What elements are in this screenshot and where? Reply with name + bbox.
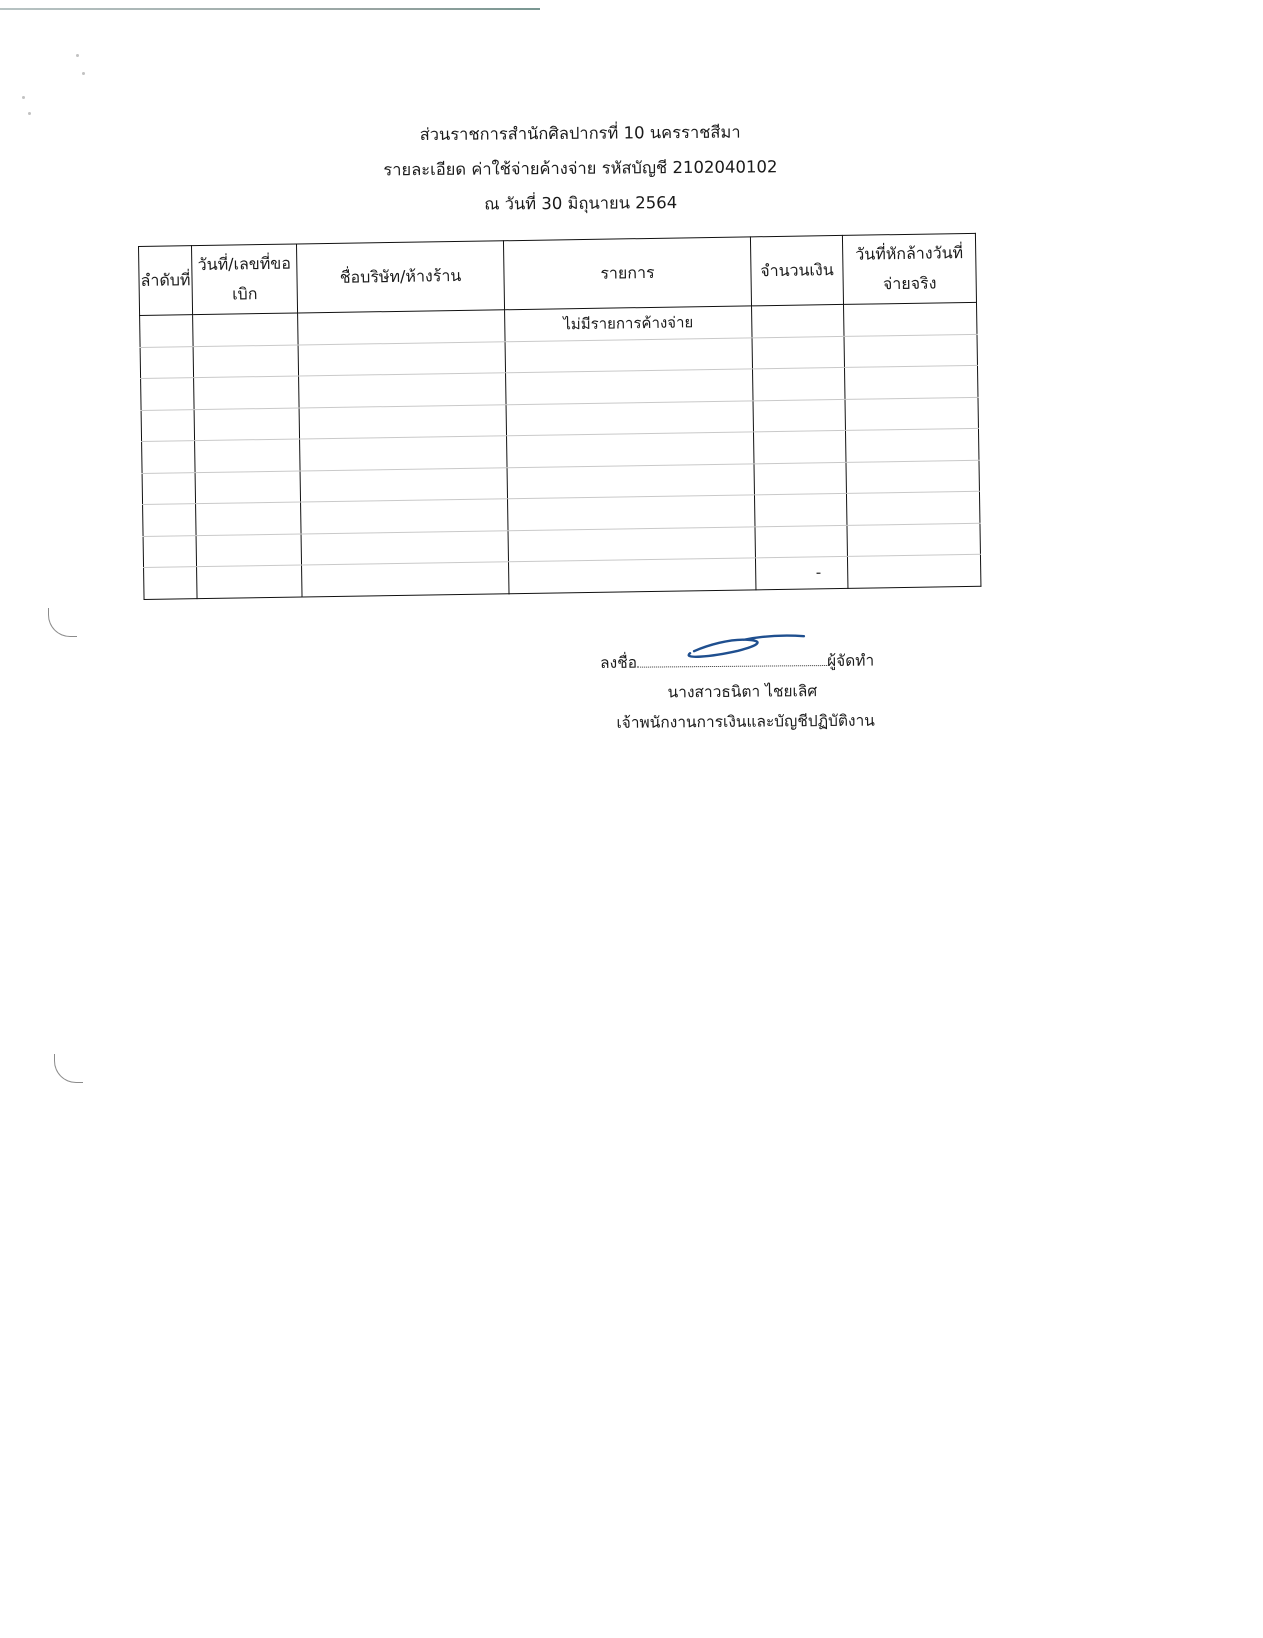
column-header-item: รายการ	[503, 237, 751, 310]
table-header-row	[139, 233, 977, 315]
sign-prefix-label: ลงชื่อ	[600, 653, 638, 672]
role-label: ผู้จัดทำ	[826, 651, 875, 671]
agency-title: ส่วนราชการสำนักศิลปากรที่ 10 นครราชสีมา	[419, 122, 741, 145]
column-header-seq: ลำดับที่	[139, 246, 193, 316]
cell	[298, 310, 505, 345]
column-header-company: ชื่อบริษัท/ห้างร้าน	[296, 241, 504, 313]
column-header-date-ref: วันที่/เลขที่ขอเบิก	[192, 244, 298, 315]
cell	[140, 315, 193, 347]
as-of-date: ณ วันที่ 30 มิถุนายน 2564	[484, 193, 678, 214]
punch-hole-mark	[48, 608, 77, 637]
no-outstanding-note: ไม่มีรายการค้างจ่าย	[505, 306, 752, 341]
scan-speck	[76, 54, 79, 57]
column-header-clearing-date: วันที่หักล้างวันที่จ่ายจริง	[842, 233, 976, 304]
signer-name: นางสาวธนิตา ไชยเลิศ	[667, 682, 818, 702]
signature-line	[600, 645, 920, 678]
document-header	[300, 114, 861, 223]
signer-position: เจ้าพนักงานการเงินและบัญชีปฏิบัติงาน	[616, 711, 875, 732]
scan-speck	[82, 72, 85, 75]
column-header-amount: จำนวนเงิน	[750, 235, 843, 305]
scan-edge-line	[0, 8, 540, 10]
punch-hole-mark	[54, 1054, 83, 1083]
handwritten-signature	[680, 630, 810, 665]
cell	[193, 313, 298, 346]
total-amount: -	[755, 556, 847, 589]
detail-title: รายละเอียด ค่าใช้จ่ายค้างจ่าย รหัสบัญชี 2102040102	[383, 157, 778, 180]
outstanding-expense-table	[138, 233, 981, 600]
cell	[752, 304, 844, 337]
cell	[844, 302, 977, 336]
scan-speck	[22, 96, 25, 99]
ledger-table-wrap	[138, 233, 981, 600]
signature-block	[600, 645, 921, 738]
scan-speck	[28, 112, 31, 115]
